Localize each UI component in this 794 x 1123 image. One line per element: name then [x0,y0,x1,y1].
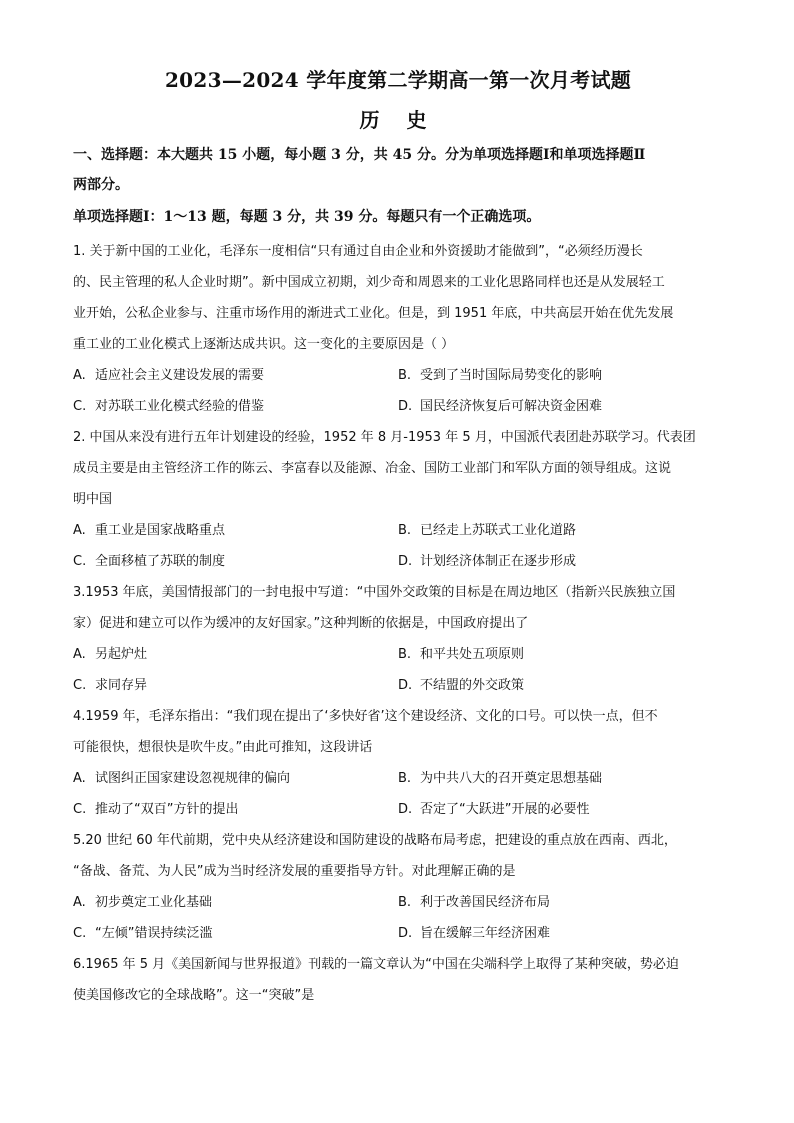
question-1 [73,236,723,422]
stem-line: 1. 关于新中国的工业化，毛泽东一度相信“只有通过自由企业和外资援助才能做到”，“必须经历漫长 [73,244,643,259]
part-one-heading: 单项选择题Ⅰ：1～13 题，每题 3 分，共 39 分。每题只有一个正确选项。 [73,209,541,225]
option-a[interactable]: A. 另起炉灶 [73,647,148,662]
answer-options [73,763,723,825]
section-heading [73,140,723,200]
stem-line: 的、民主管理的私人企业时期”。新中国成立初期，刘少奇和周恩来的工业化思路同样也还是从发展轻工 [73,275,665,290]
question-stem [73,422,723,515]
question-6 [73,949,723,1011]
option-d[interactable]: D. 不结盟的外交政策 [398,678,525,693]
option-a[interactable]: A. 初步奠定工业化基础 [73,895,213,910]
stem-line: 重工业的工业化模式上逐渐达成共识。这一变化的主要原因是（ ） [73,337,455,352]
question-5 [73,825,723,949]
answer-options [73,515,723,577]
question-3 [73,577,723,701]
stem-line: 3.1953 年底，美国情报部门的一封电报中写道：“中国外交政策的目标是在周边地区（指新兴民族独立国 [73,585,676,600]
stem-line: “备战、备荒、为人民”成为当时经济发展的重要指导方针。对此理解正确的是 [73,864,516,879]
option-c[interactable]: C. 对苏联工业化模式经验的借鉴 [73,399,265,414]
subject-title: 历 史 [359,108,437,132]
section-heading-line-1: 一、选择题：本大题共 15 小题，每小题 3 分，共 45 分。分为单项选择题Ⅰ和单项选择题Ⅱ [73,147,646,163]
option-a[interactable]: A. 试图纠正国家建设忽视规律的偏向 [73,771,291,786]
stem-line: 业开始，公私企业参与、注重市场作用的渐进式工业化。但是，到 1951 年底，中共高层开始在优先发展 [73,306,674,321]
stem-line: 家）促进和建立可以作为缓冲的友好国家。”这种判断的依据是，中国政府提出了 [73,616,529,631]
stem-line: 明中国 [73,492,113,507]
option-b[interactable]: B. 为中共八大的召开奠定思想基础 [398,771,603,786]
question-2 [73,422,723,577]
stem-line: 6.1965 年 5 月《美国新闻与世界报道》刊载的一篇文章认为“中国在尖端科学上取得了某种突破，势必迫 [73,957,679,972]
option-d[interactable]: D. 旨在缓解三年经济困难 [398,926,551,941]
stem-line: 2. 中国从来没有进行五年计划建设的经验，1952 年 8 月-1953 年 5 月，中国派代表团赴苏联学习。代表团 [73,430,696,445]
stem-line: 可能很快，想很快是吹牛皮。”由此可推知，这段讲话 [73,740,373,755]
exam-title: 2023—2024 学年度第二学期高一第一次月考试题 [164,68,632,92]
option-a[interactable]: A. 重工业是国家战略重点 [73,523,226,538]
question-stem [73,577,723,639]
question-stem [73,236,723,360]
question-4 [73,701,723,825]
option-d[interactable]: D. 否定了“大跃进”开展的必要性 [398,802,590,817]
option-c[interactable]: C. “左倾”错误持续泛滥 [73,926,213,941]
answer-options [73,360,723,422]
option-a[interactable]: A. 适应社会主义建设发展的需要 [73,368,265,383]
question-stem [73,825,723,887]
stem-line: 4.1959 年，毛泽东指出：“我们现在提出了‘多快好省’这个建设经济、文化的口号。可以快一点，但不 [73,709,658,724]
option-c[interactable]: C. 求同存异 [73,678,148,693]
option-b[interactable]: B. 和平共处五项原则 [398,647,525,662]
answer-options [73,887,723,949]
exam-page [73,62,723,1011]
option-c[interactable]: C. 推动了“双百”方针的提出 [73,802,239,817]
option-b[interactable]: B. 利于改善国民经济布局 [398,895,551,910]
question-stem [73,949,723,1011]
option-d[interactable]: D. 计划经济体制正在逐步形成 [398,554,577,569]
answer-options [73,639,723,701]
question-stem [73,701,723,763]
option-b[interactable]: B. 受到了当时国际局势变化的影响 [398,368,603,383]
stem-line: 成员主要是由主管经济工作的陈云、李富春以及能源、冶金、国防工业部门和军队方面的领导组成。这说 [73,461,672,476]
option-d[interactable]: D. 国民经济恢复后可解决资金困难 [398,399,603,414]
option-c[interactable]: C. 全面移植了苏联的制度 [73,554,226,569]
option-b[interactable]: B. 已经走上苏联式工业化道路 [398,523,577,538]
section-heading-line-2: 两部分。 [73,177,129,193]
stem-line: 5.20 世纪 60 年代前期，党中央从经济建设和国防建设的战略布局考虑，把建设的重点放在西南、西北， [73,833,677,848]
stem-line: 使美国修改它的全球战略”。这一“突破”是 [73,988,315,1003]
